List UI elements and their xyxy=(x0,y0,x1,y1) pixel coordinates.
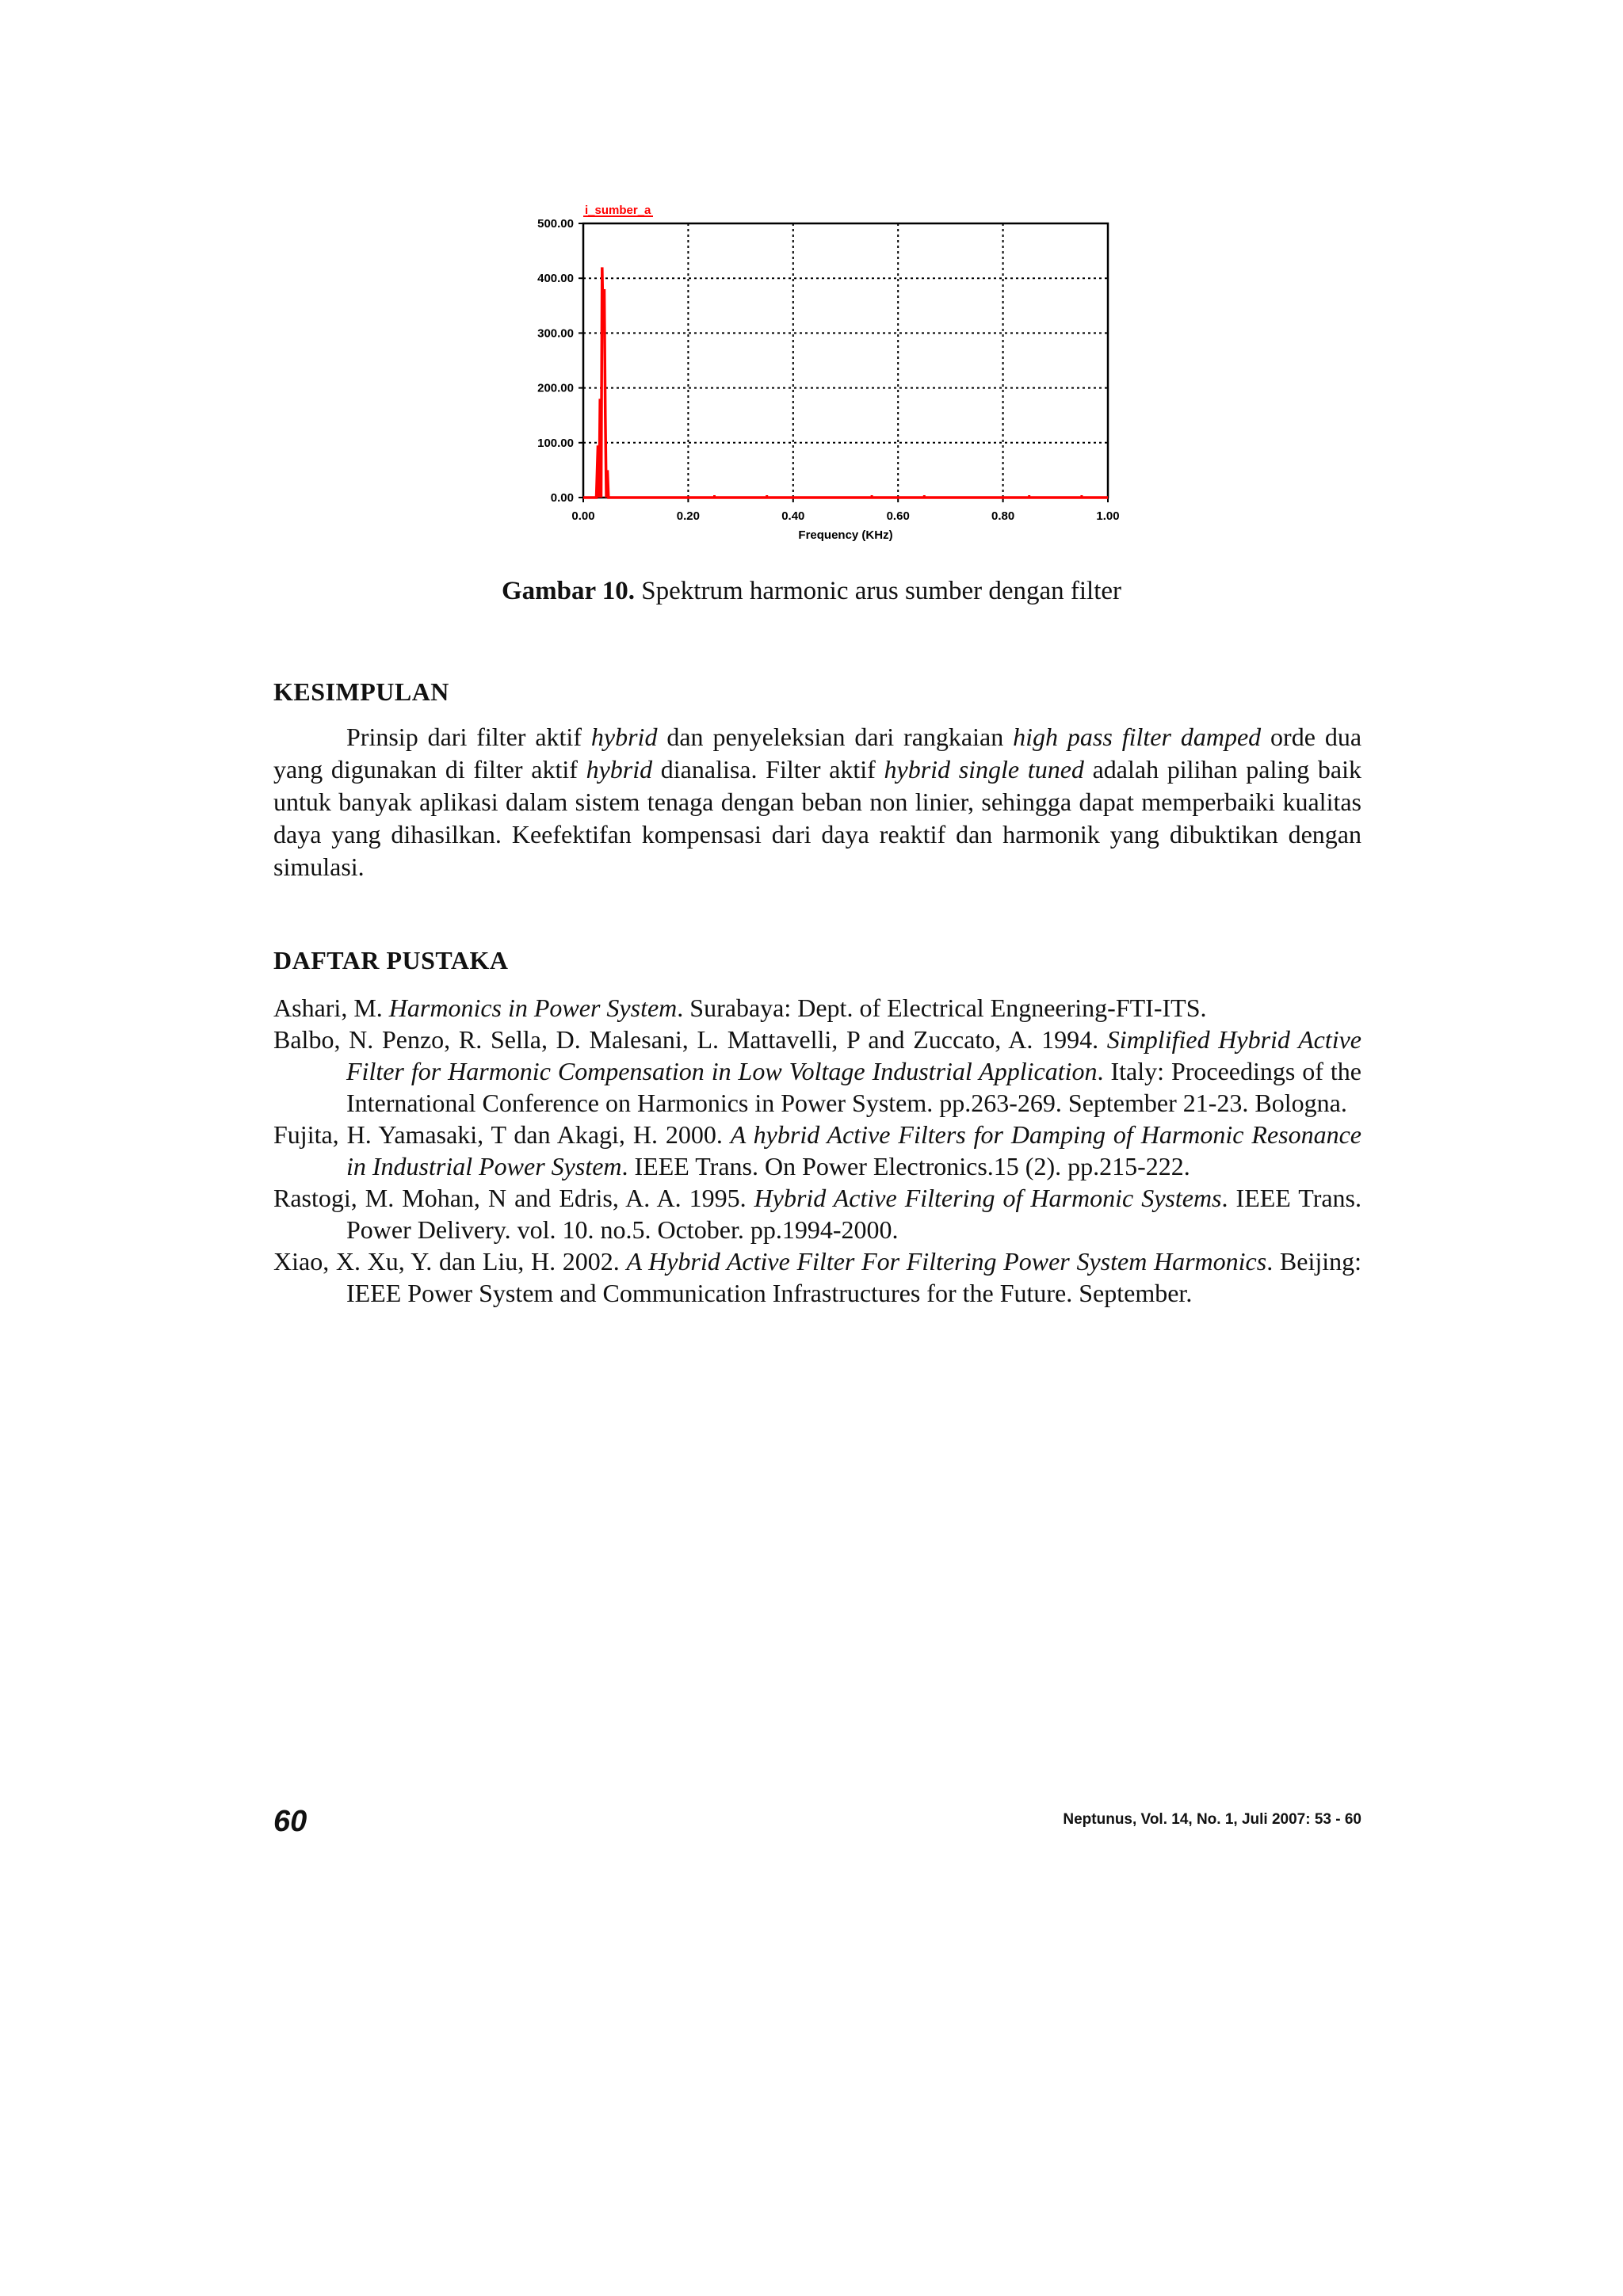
reference-item: Balbo, N. Penzo, R. Sella, D. Malesani, L. Mattavelli, P and Zuccato, A. 1994. Simplified Hybrid Active Filter for Harmonic Compensation in Low Voltage Industrial Application. Italy: Proceedings of the International Conference on Harmonics in Power System. pp.263-269. September 21-23. Bologna. xyxy=(273,1025,1362,1117)
x-tick-label: 0.40 xyxy=(781,509,805,523)
y-tick-label: 200.00 xyxy=(537,381,574,395)
reference-item: Xiao, X. Xu, Y. dan Liu, H. 2002. A Hybrid Active Filter For Filtering Power System Harmonics. Beijing: IEEE Power System and Communication Infrastructures for the Future. September. xyxy=(273,1247,1362,1307)
kesimpulan-paragraph: Prinsip dari filter aktif hybrid dan penyeleksian dari rangkaian high pass filter damped orde dua yang digunakan di filter aktif hybrid dianalisa. Filter aktif hybrid single tuned adalah pilihan paling baik untuk banyak aplikasi dalam sistem tenaga dengan beban non linier, sehingga dapat memperbaiki kualitas daya yang dihasilkan. Keefektifan kompensasi dari daya reaktif dan harmonik yang dibuktikan dengan simulasi. xyxy=(273,723,1362,881)
figure-caption-text: Spektrum harmonic arus sumber dengan filter xyxy=(641,577,1122,605)
reference-item: Rastogi, M. Mohan, N and Edris, A. A. 1995. Hybrid Active Filtering of Harmonic Systems. IEEE Trans. Power Delivery. vol. 10. no.5. October. pp.1994-2000. xyxy=(273,1184,1362,1244)
x-axis-label: Frequency (KHz) xyxy=(798,528,893,542)
reference-item: Fujita, H. Yamasaki, T dan Akagi, H. 2000. A hybrid Active Filters for Damping of Harmonic Resonance in Industrial Power System. IEEE Trans. On Power Electronics.15 (2). pp.215-222. xyxy=(273,1120,1361,1180)
harmonic-spectrum-chart xyxy=(507,190,1125,555)
y-tick-label: 400.00 xyxy=(537,272,574,286)
x-tick-label: 0.60 xyxy=(886,509,910,523)
x-tick-label: 0.80 xyxy=(991,509,1015,523)
x-tick-label: 0.00 xyxy=(571,509,595,523)
reference-list xyxy=(273,992,1361,1309)
y-tick-label: 100.00 xyxy=(537,436,574,450)
x-tick-label: 1.00 xyxy=(1096,509,1120,523)
chart-svg xyxy=(507,190,1125,555)
series-name-label: i_sumber_a xyxy=(585,204,651,217)
reference-item: Ashari, M. Harmonics in Power System. Surabaya: Dept. of Electrical Engneering-FTI-ITS. xyxy=(273,994,1207,1022)
plot-frame xyxy=(583,223,1108,498)
figure-caption xyxy=(0,577,1623,606)
figure-caption-label: Gambar 10. xyxy=(501,577,636,605)
y-tick-label: 500.00 xyxy=(537,217,574,231)
daftar-pustaka-heading: DAFTAR PUSTAKA xyxy=(273,946,509,974)
page-number: 60 xyxy=(273,1805,307,1838)
y-tick-label: 300.00 xyxy=(537,326,574,341)
y-tick-label: 0.00 xyxy=(550,491,574,505)
kesimpulan-heading: KESIMPULAN xyxy=(273,677,449,706)
x-tick-label: 0.20 xyxy=(676,509,701,523)
journal-footer: Neptunus, Vol. 14, No. 1, Juli 2007: 53 - 60 xyxy=(1063,1811,1361,1828)
